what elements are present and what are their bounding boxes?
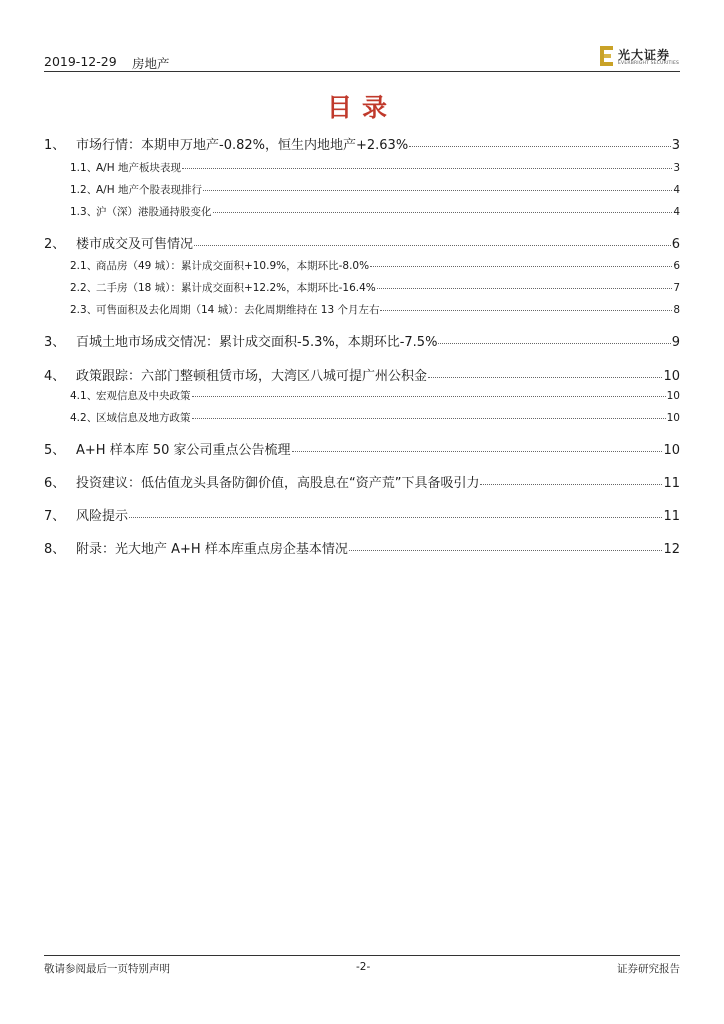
toc-entry-number: 2.3、 xyxy=(70,304,98,316)
toc-entry-number: 4、 xyxy=(44,369,66,384)
toc-entry-title: 风险提示 xyxy=(76,509,129,524)
toc-entry-number: 3、 xyxy=(44,335,66,350)
toc-dot-leader xyxy=(377,287,673,289)
toc-dot-leader xyxy=(409,145,671,147)
toc-dot-leader xyxy=(428,376,662,378)
toc-dot-leader xyxy=(480,483,662,485)
footer-divider xyxy=(44,955,680,956)
toc-entry-page: 10 xyxy=(663,369,680,384)
toc-entry-title: 宏观信息及中央政策 xyxy=(96,390,191,402)
toc-subsection-entry[interactable] xyxy=(44,160,680,175)
toc-entry-page: 4 xyxy=(673,206,680,218)
page-title: 目录 xyxy=(326,93,397,122)
toc-dot-leader xyxy=(182,167,672,169)
toc-entry-number: 2.2、 xyxy=(70,282,98,294)
header-divider xyxy=(44,71,680,72)
everbright-logo-icon xyxy=(600,46,614,66)
toc-dot-leader xyxy=(192,395,666,397)
toc-entry-page: 11 xyxy=(663,509,680,524)
toc-entry-number: 1.2、 xyxy=(70,184,98,196)
toc-entry-number: 1.3、 xyxy=(70,206,98,218)
toc-entry-title: A+H 样本库 50 家公司重点公告梳理 xyxy=(76,443,291,458)
toc-entry-title: A/H 地产板块表现 xyxy=(96,162,181,174)
toc-subsection-entry[interactable] xyxy=(44,182,680,197)
toc-entry-page: 8 xyxy=(673,304,680,316)
toc-entry-page: 7 xyxy=(673,282,680,294)
toc-section-entry[interactable] xyxy=(44,538,680,557)
toc-dot-leader xyxy=(213,211,673,213)
toc-dot-leader xyxy=(370,265,672,267)
logo-name: 光大证券 xyxy=(618,48,671,62)
report-category: 房地产 xyxy=(132,56,170,71)
logo-subtitle: EVERBRIGHT SECURITIES xyxy=(618,61,680,66)
toc-entry-title: 可售面积及去化周期（14 城）：去化周期维持在 13 个月左右 xyxy=(96,304,380,316)
toc-subsection-entry[interactable] xyxy=(44,388,680,403)
toc-entry-number: 8、 xyxy=(44,542,66,557)
toc-entry-title: 政策跟踪：六部门整顿租赁市场，大湾区八城可提广州公积金 xyxy=(76,369,428,384)
toc-subsection-entry[interactable] xyxy=(44,204,680,219)
toc-entry-number: 2、 xyxy=(44,237,66,252)
toc-subsection-entry[interactable] xyxy=(44,302,680,317)
toc-entry-number: 6、 xyxy=(44,476,66,491)
toc-dot-leader xyxy=(438,342,670,344)
toc-entry-title: 附录：光大地产 A+H 样本库重点房企基本情况 xyxy=(76,542,348,557)
toc-entry-title: 楼市成交及可售情况 xyxy=(76,237,194,252)
toc-dot-leader xyxy=(349,549,663,551)
toc-section-entry[interactable] xyxy=(44,505,680,524)
toc-entry-title: A/H 地产个股表现排行 xyxy=(96,184,202,196)
toc-entry-number: 1、 xyxy=(44,138,66,153)
toc-entry-title: 区域信息及地方政策 xyxy=(96,412,191,424)
toc-entry-number: 1.1、 xyxy=(70,162,98,174)
toc-section-entry[interactable] xyxy=(44,439,680,458)
toc-entry-page: 10 xyxy=(663,443,680,458)
toc-subsection-entry[interactable] xyxy=(44,280,680,295)
toc-dot-leader xyxy=(203,189,672,191)
toc-entry-title: 商品房（49 城）：累计成交面积+10.9%，本期环比-8.0% xyxy=(96,260,370,272)
toc-dot-leader xyxy=(194,244,671,246)
toc-entry-page: 9 xyxy=(671,335,680,350)
toc-entry-number: 7、 xyxy=(44,509,66,524)
toc-dot-leader xyxy=(292,450,663,452)
toc-subsection-entry[interactable] xyxy=(44,410,680,425)
toc-entry-title: 投资建议：低估值龙头具备防御价值，高股息在“资产荒”下具备吸引力 xyxy=(76,476,480,491)
toc-section-entry[interactable] xyxy=(44,472,680,491)
toc-entry-number: 2.1、 xyxy=(70,260,98,272)
report-type: 证券研究报告 xyxy=(617,963,680,975)
report-date: 2019-12-29 xyxy=(44,54,117,69)
disclaimer-note: 敬请参阅最后一页特别声明 xyxy=(44,963,170,975)
toc-entry-page: 10 xyxy=(666,412,680,424)
page-number: -2- xyxy=(356,961,371,973)
toc-entry-page: 12 xyxy=(663,542,680,557)
toc-section-entry[interactable] xyxy=(44,365,680,384)
toc-dot-leader xyxy=(380,309,672,311)
toc-entry-page: 3 xyxy=(673,162,680,174)
company-logo xyxy=(600,46,682,68)
toc-entry-title: 二手房（18 城）：累计成交面积+12.2%，本期环比-16.4% xyxy=(96,282,376,294)
toc-section-entry[interactable] xyxy=(44,134,680,153)
toc-entry-page: 3 xyxy=(671,138,680,153)
toc-entry-number: 5、 xyxy=(44,443,66,458)
toc-section-entry[interactable] xyxy=(44,233,680,252)
toc-dot-leader xyxy=(129,516,662,518)
toc-entry-number: 4.2、 xyxy=(70,412,98,424)
toc-entry-page: 10 xyxy=(666,390,680,402)
toc-dot-leader xyxy=(192,417,666,419)
toc-entry-title: 沪（深）港股通持股变化 xyxy=(96,206,212,218)
toc-entry-page: 11 xyxy=(663,476,680,491)
toc-entry-number: 4.1、 xyxy=(70,390,98,402)
toc-entry-title: 市场行情：本期申万地产-0.82%，恒生内地地产+2.63% xyxy=(76,138,409,153)
toc-entry-page: 6 xyxy=(673,260,680,272)
toc-subsection-entry[interactable] xyxy=(44,258,680,273)
toc-section-entry[interactable] xyxy=(44,331,680,350)
toc-entry-title: 百城土地市场成交情况：累计成交面积-5.3%，本期环比-7.5% xyxy=(76,335,438,350)
toc-entry-page: 6 xyxy=(671,237,680,252)
toc-entry-page: 4 xyxy=(673,184,680,196)
